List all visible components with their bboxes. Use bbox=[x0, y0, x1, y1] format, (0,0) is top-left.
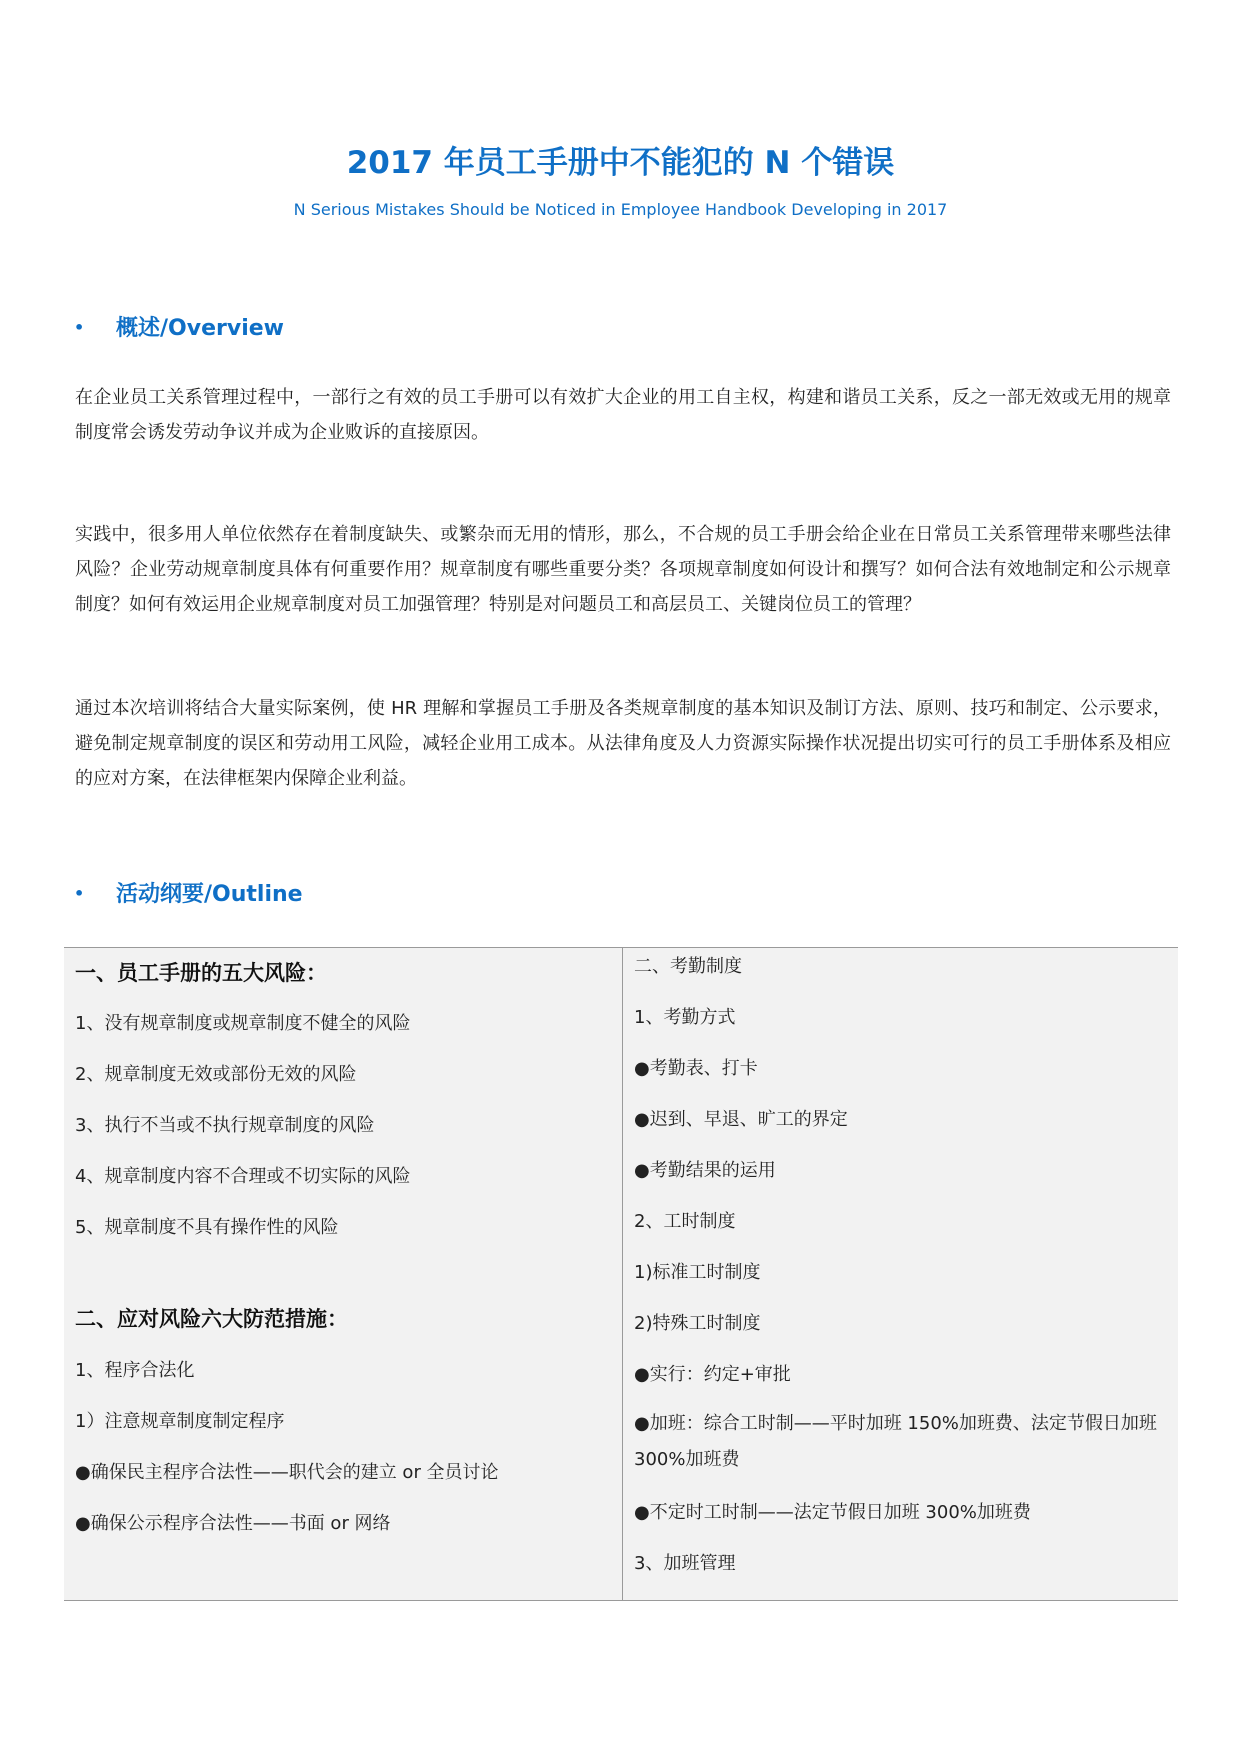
outline-left-item: 2、规章制度无效或部份无效的风险 bbox=[75, 1064, 357, 1085]
outline-left-heading-measures: 二、应对风险六大防范措施： bbox=[75, 1307, 348, 1331]
overview-paragraph-2: 实践中，很多用人单位依然存在着制度缺失、或繁杂而无用的情形，那么，不合规的员工手册会给企业在日常员工关系管理带来哪些法律风险？企业劳动规章制度具体有何重要作用？规章制度有哪些重要分类？各项规章制度如何设计和撰写？如何合法有效地制定和公示规章制度？如何有效运用企业规章制度对员工加强管理？特别是对问题员工和高层员工、关键岗位员工的管理？ bbox=[75, 524, 1171, 615]
outline-right-item: 2、工时制度 bbox=[634, 1211, 736, 1232]
outline-heading-text: 活动纲要/Outline bbox=[116, 882, 303, 907]
outline-left-item: ●确保公示程序合法性——书面 or 网络 bbox=[75, 1513, 391, 1534]
outline-left-item: 4、规章制度内容不合理或不切实际的风险 bbox=[75, 1166, 411, 1187]
bullet-icon: • bbox=[74, 318, 85, 337]
overview-heading-text: 概述/Overview bbox=[116, 316, 284, 341]
column-divider bbox=[622, 948, 623, 1600]
outline-right-item: ●考勤表、打卡 bbox=[634, 1058, 758, 1079]
outline-right-item: ●迟到、早退、旷工的界定 bbox=[634, 1109, 848, 1130]
page-title: 2017 年员工手册中不能犯的 N 个错误 bbox=[346, 145, 895, 181]
page-subtitle: N Serious Mistakes Should be Noticed in Employee Handbook Developing in 2017 bbox=[293, 200, 948, 219]
outline-left-item: 1）注意规章制度制定程序 bbox=[75, 1411, 285, 1432]
outline-heading bbox=[74, 879, 303, 910]
overview-paragraph-3: 通过本次培训将结合大量实际案例，使 HR 理解和掌握员工手册及各类规章制度的基本知识及制订方法、原则、技巧和制定、公示要求，避免制定规章制度的误区和劳动用工风险，减轻企业用工成本。从法律角度及人力资源实际操作状况提出切实可行的员工手册体系及相应的应对方案，在法律框架内保障企业利益。 bbox=[75, 698, 1171, 789]
bullet-icon: • bbox=[74, 884, 85, 903]
outline-right-item: ●考勤结果的运用 bbox=[634, 1160, 776, 1181]
outline-right-item: ●不定时工时制——法定节假日加班 300%加班费 bbox=[634, 1502, 1031, 1523]
outline-left-heading-risks: 一、员工手册的五大风险： bbox=[75, 961, 327, 985]
outline-left-item: 3、执行不当或不执行规章制度的风险 bbox=[75, 1115, 375, 1136]
outline-left-item: 1、没有规章制度或规章制度不健全的风险 bbox=[75, 1013, 411, 1034]
outline-right-item: 二、考勤制度 bbox=[634, 956, 742, 977]
outline-left-item: 1、程序合法化 bbox=[75, 1360, 195, 1381]
outline-right-item: 3、加班管理 bbox=[634, 1553, 736, 1574]
overview-heading bbox=[74, 313, 284, 344]
outline-right-item: 2)特殊工时制度 bbox=[634, 1313, 761, 1334]
outline-right-item: ●加班：综合工时制——平时加班 150%加班费、法定节假日加班 300%加班费 bbox=[634, 1413, 1157, 1470]
outline-table bbox=[64, 947, 1178, 1601]
outline-left-item: ●确保民主程序合法性——职代会的建立 or 全员讨论 bbox=[75, 1462, 499, 1483]
overview-paragraph-1: 在企业员工关系管理过程中，一部行之有效的员工手册可以有效扩大企业的用工自主权，构建和谐员工关系，反之一部无效或无用的规章制度常会诱发劳动争议并成为企业败诉的直接原因。 bbox=[75, 387, 1171, 443]
outline-right-item: 1)标准工时制度 bbox=[634, 1262, 761, 1283]
outline-left-item: 5、规章制度不具有操作性的风险 bbox=[75, 1217, 339, 1238]
outline-right-item: 1、考勤方式 bbox=[634, 1007, 736, 1028]
outline-right-item: ●实行：约定+审批 bbox=[634, 1364, 791, 1385]
